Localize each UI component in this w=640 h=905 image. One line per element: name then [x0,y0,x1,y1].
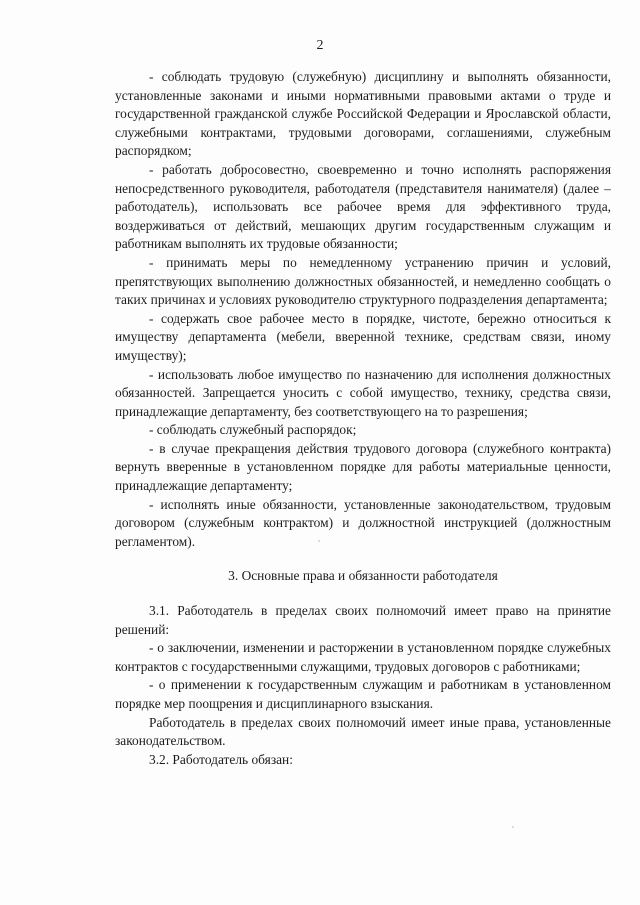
section-paragraph: - о заключении, изменении и расторжении в установленном порядке служебных контрактов с государственными служащими, трудовых договоров с работниками; [115,640,611,674]
page-number: 2 [316,38,324,53]
scan-speck [512,826,514,828]
employee-duty-paragraph: - исполнять иные обязанности, установленные законодательством, трудовым договором (служебным контрактом) и должностной инструкцией (должностным регламентом). [115,496,611,549]
scan-speck [318,540,320,542]
employee-duty-paragraph: - соблюдать трудовую (служебную) дисциплину и выполнять обязанности, установленные законами и иными нормативными правовыми актами о труде и государственной гражданской службе Российской Федерации и Ярославской области, служебными контрактами, трудовыми договорами, соглашениями, служебным распорядком; [115,69,611,159]
section-heading: 3. Основные права и обязанности работодателя [228,568,498,584]
document-body [115,68,611,769]
employee-duty-paragraph: - содержать свое рабочее место в порядке, чистоте, бережно относиться к имуществу департамента (мебели, вверенной технике, средствам связи, иному имуществу); [115,310,611,363]
section-paragraph: - о применении к государственным служащим и работникам в установленном порядке мер поощрения и дисциплинарного взыскания. [115,677,611,711]
employee-duty-paragraph: - соблюдать служебный распорядок; [149,422,357,438]
employee-duty-paragraph: - принимать меры по немедленному устранению причин и условий, препятствующих выполнению должностных обязанностей, и немедленно сообщать о таких причинах и условиях руководителю структурного подразделения департамента; [115,254,611,308]
section-paragraph: 3.1. Работодатель в пределах своих полномочий имеет право на принятие решений: [115,603,611,637]
section-paragraph: 3.2. Работодатель обязан: [149,751,293,767]
employee-duty-paragraph: - использовать любое имущество по назначению для исполнения должностных обязанностей. Запрещается уносить с собой имущество, технику, средства связи, принадлежащие департаменту, без соответствующего на то разрешения; [115,366,611,419]
employee-duty-paragraph: - в случае прекращения действия трудового договора (служебного контракта) вернуть вверенные в установленном порядке для работы материальные ценности, принадлежащие департаменту; [115,440,611,494]
section-paragraph: Работодатель в пределах своих полномочий имеет иные права, установленные законодательством. [115,714,611,749]
employee-duty-paragraph: - работать добросовестно, своевременно и точно исполнять распоряжения непосредственного руководителя, работодателя (представителя нанимателя) (далее – работодатель), использовать все рабочее время для эффективного труда, воздерживаться от действий, мешающих другим государственным служащим и работникам выполнять их трудовые обязанности; [115,161,611,252]
